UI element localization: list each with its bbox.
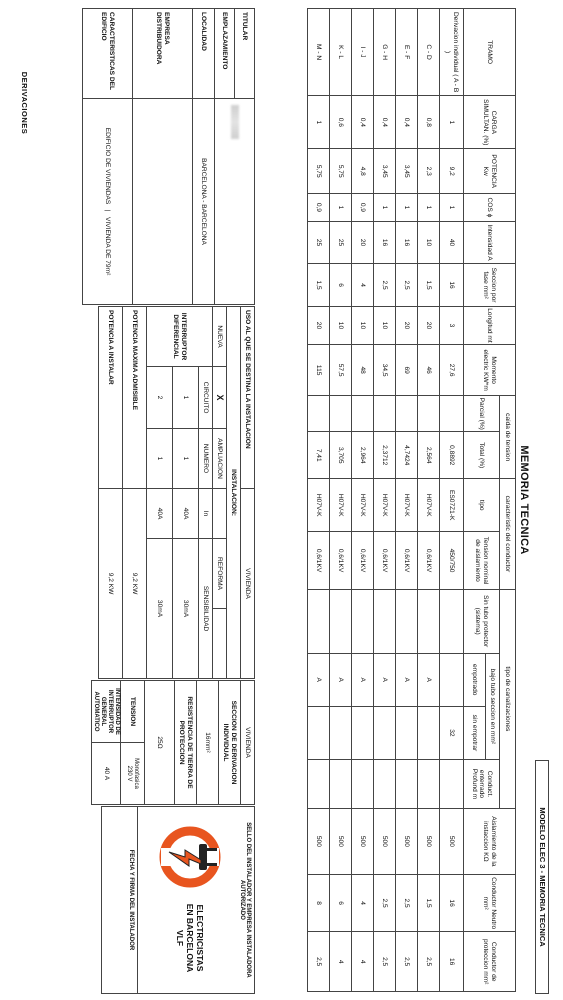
diff-numero: 1 — [173, 429, 199, 489]
table-row — [418, 9, 440, 992]
cell-seccion: 2,5 — [396, 264, 418, 307]
cell-proteccion: 16 — [440, 932, 464, 992]
cell-total: 2,3712 — [374, 432, 396, 479]
cell-sin-empotrar — [352, 706, 374, 759]
table-row — [352, 9, 374, 992]
cell-enterrado — [374, 759, 396, 808]
cell-total: 4,7424 — [396, 432, 418, 479]
cell-tension: 0,6/1KV — [330, 532, 352, 589]
hdr-carga: CARGA SIMULTAN. (%) — [464, 96, 516, 149]
cell-potencia: 9,2 — [440, 149, 464, 194]
interruptor-dif-label: INTERRUPTOR DIFERENCIAL — [147, 307, 213, 367]
hdr-momento: Momento electric KW*m — [464, 345, 516, 396]
diff-in: 40A — [147, 489, 173, 539]
cell-tramo: Derivacion individual ( A - B ) — [440, 9, 464, 96]
nueva-label: NUEVA — [213, 307, 227, 367]
cell-empotrado: A — [396, 653, 418, 706]
cell-tipo: H07V-K — [308, 479, 330, 532]
cell-intensidad: 20 — [352, 221, 374, 264]
resistencia-value: 25Ω — [145, 681, 175, 805]
memoria-title: MEMORIA TECNICA — [518, 445, 530, 555]
uso-label: USO AL QUE SE DESTINA LA INSTALACION — [241, 307, 255, 489]
cell-aislamiento: 500 — [330, 808, 352, 874]
cell-cos: 1 — [330, 194, 352, 222]
cell-neutro: 16 — [440, 874, 464, 931]
cell-cos: 1 — [418, 194, 440, 222]
cell-longitud: 3 — [440, 306, 464, 344]
cell-enterrado — [440, 759, 464, 808]
hdr-aislamiento: Aislamiento de la instaccion KΩ — [464, 808, 516, 874]
nueva-mark: X — [213, 367, 227, 429]
cell-tipo: H07V-K — [352, 479, 374, 532]
company-name: ELECTRICISTAS EN BARCELONA VLF — [174, 903, 206, 973]
cell-intensidad: 40 — [440, 221, 464, 264]
cell-longitud: 10 — [330, 306, 352, 344]
in-hdr: In — [199, 489, 213, 539]
cell-carga: 0,8 — [418, 96, 440, 149]
cell-tension: 0,6/1KV — [308, 532, 330, 589]
cell-momento: 34,5 — [374, 345, 396, 396]
diff-circuito: 2 — [147, 367, 173, 429]
empresa-label — [133, 9, 193, 99]
localidad-label: LOCALIDAD — [193, 9, 215, 99]
cell-total: 3,705 — [330, 432, 352, 479]
company-logo-icon — [155, 822, 225, 892]
hdr-seccion: Seccion por fase mm² — [464, 264, 516, 307]
cell-tramo: K - L — [330, 9, 352, 96]
cell-seccion: 1,5 — [308, 264, 330, 307]
diff-circuito: 1 — [173, 367, 199, 429]
diff-sens: 30mA — [147, 539, 173, 679]
cell-enterrado — [330, 759, 352, 808]
potencia-inst-value: 9,2 KW — [99, 489, 123, 679]
cell-sin-tubo — [396, 589, 418, 653]
hdr-potencia: POTENCIA Kw — [464, 149, 516, 194]
hdr-bajo-tubo: bajo tubo seccion en mm² — [486, 653, 500, 759]
edificio-value: EDIFICIO DE VIVIENDAS — [104, 127, 112, 205]
cell-tipo: H07V-K — [418, 479, 440, 532]
circuito-hdr: CIRCUITO — [199, 367, 213, 429]
cell-proteccion: 2,5 — [418, 932, 440, 992]
potencia-max-label: POTENCIA MAXIMA ADMISIBLE — [123, 307, 147, 489]
hdr-proteccion: Conductor de proteccion mm² — [464, 932, 516, 992]
caracteristicas-value: EDIFICIO DE VIVIENDAS | VIVIENDA DE 79m² — [83, 99, 133, 305]
cell-empotrado: A — [374, 653, 396, 706]
hdr-empotrado: empotrado — [464, 653, 486, 706]
cell-seccion: 2,5 — [374, 264, 396, 307]
iga-value: 40 A — [92, 743, 121, 805]
cell-aislamiento: 500 — [418, 808, 440, 874]
cell-sin-empotrar — [308, 706, 330, 759]
cell-neutro: 1,5 — [418, 874, 440, 931]
cell-proteccion: 2,5 — [396, 932, 418, 992]
numero-hdr: NUMERO — [199, 429, 213, 489]
hdr-sin-empotrar: sin empotrar — [464, 706, 486, 759]
cell-enterrado — [308, 759, 330, 808]
cell-potencia: 4,8 — [352, 149, 374, 194]
uso-value: VIVIENDA — [241, 489, 255, 679]
cell-momento: 27,6 — [440, 345, 464, 396]
seccion-deriv-label: SECCION DE DERIVACION INDIVIDUAL — [219, 681, 241, 805]
cell-seccion: 1,5 — [418, 264, 440, 307]
cell-potencia: 3,45 — [374, 149, 396, 194]
hdr-enterrado: Conduct. enterrado Profund m — [464, 759, 500, 808]
table-row — [330, 9, 352, 992]
cell-parcial — [418, 396, 440, 432]
cell-empotrado: A — [308, 653, 330, 706]
cell-cos: 1 — [396, 194, 418, 222]
cell-aislamiento: 500 — [374, 808, 396, 874]
hdr-total: Total (%) — [464, 432, 500, 479]
cell-enterrado — [396, 759, 418, 808]
cell-enterrado — [418, 759, 440, 808]
cell-carga: 1 — [308, 96, 330, 149]
cell-aislamiento: 500 — [396, 808, 418, 874]
cell-aislamiento: 500 — [352, 808, 374, 874]
tension-label: TENSION — [121, 681, 145, 743]
cell-carga: 0,6 — [330, 96, 352, 149]
cell-parcial — [374, 396, 396, 432]
tension-value — [121, 743, 145, 805]
cell-tramo: M - N — [308, 9, 330, 96]
titular-label: TITULAR — [235, 9, 255, 99]
diff-sens: 30mA — [173, 539, 199, 679]
diff-in: 40A — [173, 489, 199, 539]
tech-summary-table — [91, 680, 255, 805]
hdr-longitud: Longitud mt — [464, 306, 516, 344]
model-title: MODELO ELEC 3 - MEMORIA TECNICA — [535, 760, 549, 994]
cell-tension: 450/750 — [440, 532, 464, 589]
cell-momento: 48 — [352, 345, 374, 396]
cell-parcial — [308, 396, 330, 432]
cell-intensidad: 10 — [418, 221, 440, 264]
cell-intensidad: 16 — [374, 221, 396, 264]
titular-value — [215, 99, 255, 305]
sensibilidad-hdr: SENSIBILIDAD — [199, 539, 213, 679]
redacted-name — [231, 105, 239, 139]
cell-carga: 0,4 — [352, 96, 374, 149]
ampliacion-box — [213, 489, 227, 539]
cell-cos: 1 — [374, 194, 396, 222]
cell-tramo: G - H — [374, 9, 396, 96]
cell-tipo: H07V-K — [374, 479, 396, 532]
derivaciones-label: DERIVACIONES — [20, 71, 29, 135]
cell-neutro: 6 — [330, 874, 352, 931]
seccion-deriv-value: 16mm² — [197, 681, 219, 805]
cell-sin-empotrar — [396, 706, 418, 759]
empresa-value — [133, 99, 193, 305]
cell-carga: 1 — [440, 96, 464, 149]
cell-tipo: ES07Z1-K — [440, 479, 464, 532]
cell-total: 7,41 — [308, 432, 330, 479]
cell-sin-tubo — [308, 589, 330, 653]
cell-total: 2,964 — [352, 432, 374, 479]
cell-sin-tubo — [330, 589, 352, 653]
vivienda-value: VIVIENDA DE 79m² — [104, 217, 112, 276]
sello-box — [101, 806, 255, 994]
caracteristicas-label: CARACTERISTICAS DEL EDIFICIO — [83, 9, 133, 99]
hdr-neutro: Conductor Neutro mm² — [464, 874, 516, 931]
cell-neutro: 2,5 — [396, 874, 418, 931]
cell-aislamiento: 500 — [440, 808, 464, 874]
cell-momento: 46 — [418, 345, 440, 396]
cell-cos: 1 — [440, 194, 464, 222]
cell-intensidad: 25 — [330, 221, 352, 264]
resistencia-label: RESISTENCIA DE TIERRA DE PROTECCION — [175, 681, 197, 805]
cell-momento: 115 — [308, 345, 330, 396]
instalacion-table — [98, 306, 255, 679]
cell-parcial — [330, 396, 352, 432]
cell-proteccion: 4 — [330, 932, 352, 992]
cell-neutro: 2,5 — [374, 874, 396, 931]
cell-carga: 0,4 — [396, 96, 418, 149]
cell-sin-tubo — [352, 589, 374, 653]
cell-longitud: 10 — [374, 306, 396, 344]
potencia-inst-label: POTENCIA A INSTALAR — [99, 307, 123, 489]
hdr-canalizaciones: tipo de canalizaciones — [500, 589, 516, 808]
distribuidora-text: DISTRIBUIDORA — [155, 12, 163, 65]
cell-sin-tubo — [440, 589, 464, 653]
hdr-tramo: TRAMO — [464, 9, 516, 96]
cell-proteccion: 2,5 — [308, 932, 330, 992]
cell-sin-empotrar — [374, 706, 396, 759]
hdr-tipo: tipo — [464, 479, 500, 532]
cell-empotrado: A — [330, 653, 352, 706]
cell-sin-tubo — [374, 589, 396, 653]
diff-numero: 1 — [147, 429, 173, 489]
cell-longitud: 20 — [418, 306, 440, 344]
cell-parcial — [396, 396, 418, 432]
cell-parcial — [440, 396, 464, 432]
cell-tramo: E - F — [396, 9, 418, 96]
reforma-label: REFORMA — [213, 539, 227, 609]
fecha-label: FECHA Y FIRMA DEL INSTALADOR — [128, 807, 138, 993]
company-block — [155, 807, 225, 993]
cell-tension: 0,6/1KV — [396, 532, 418, 589]
cell-cos: 0,9 — [308, 194, 330, 222]
cell-total: 2,564 — [418, 432, 440, 479]
hdr-intensidad: Intensidad A — [464, 221, 516, 264]
hdr-parcial: Parcial (%) — [464, 396, 500, 432]
cell-momento: 57,5 — [330, 345, 352, 396]
cell-tension: 0,6/1KV — [352, 532, 374, 589]
cell-enterrado — [352, 759, 374, 808]
cell-proteccion: 2,5 — [374, 932, 396, 992]
vivienda-cell: VIVIENDA — [241, 681, 255, 805]
cell-momento: 69 — [396, 345, 418, 396]
hdr-sin-tubo: Sin tubo protector (sistema) — [464, 589, 500, 653]
cell-empotrado — [440, 653, 464, 706]
emplazamiento-label: EMPLAZAMIENTO — [215, 9, 235, 99]
cell-sin-empotrar: 32 — [440, 706, 464, 759]
table-row — [396, 9, 418, 992]
hdr-cos: COS ϕ — [464, 194, 516, 222]
cell-neutro: 8 — [308, 874, 330, 931]
cell-longitud: 10 — [352, 306, 374, 344]
cell-tramo: I - J — [352, 9, 374, 96]
hdr-tension: Tension nominal de aislamiento — [464, 532, 500, 589]
hdr-caida: caida de tension — [500, 396, 516, 479]
cell-seccion: 4 — [352, 264, 374, 307]
table-row — [308, 9, 330, 992]
cell-parcial — [352, 396, 374, 432]
cell-seccion: 16 — [440, 264, 464, 307]
cell-tramo: C - D — [418, 9, 440, 96]
cell-tension: 0,6/1KV — [418, 532, 440, 589]
cell-carga: 0,4 — [374, 96, 396, 149]
cell-potencia: 5,75 — [330, 149, 352, 194]
iga-label: INTENSIDAD DE INTERRUPTOR GENERAL AUTOMATICO — [92, 681, 121, 743]
localidad-value: BARCELONA - BARCELONA — [193, 99, 215, 305]
cell-tension: 0,6/1KV — [374, 532, 396, 589]
cell-tipo: H07V-K — [396, 479, 418, 532]
hdr-caract: caracteristic del conductor — [500, 479, 516, 590]
cell-empotrado: A — [418, 653, 440, 706]
cell-aislamiento: 500 — [308, 808, 330, 874]
ampliacion-label: AMPLIACION — [213, 429, 227, 489]
cell-longitud: 20 — [308, 306, 330, 344]
memoria-table — [307, 8, 516, 992]
empresa-text: EMPRESA — [163, 12, 171, 45]
cell-cos: 0,9 — [352, 194, 374, 222]
cell-potencia: 2,3 — [418, 149, 440, 194]
cell-tipo: H07V-K — [330, 479, 352, 532]
cell-neutro: 4 — [352, 874, 374, 931]
titular-table — [82, 8, 255, 305]
cell-sin-empotrar — [418, 706, 440, 759]
table-row — [374, 9, 396, 992]
cell-longitud: 20 — [396, 306, 418, 344]
tension-volts: 230 V — [126, 765, 133, 782]
cell-seccion: 6 — [330, 264, 352, 307]
tension-type: Monofasica — [133, 758, 140, 789]
cell-proteccion: 4 — [352, 932, 374, 992]
cell-intensidad: 16 — [396, 221, 418, 264]
instalacion-label: INSTALACION: — [227, 307, 241, 679]
cell-sin-empotrar — [330, 706, 352, 759]
table-row — [440, 9, 464, 992]
cell-sin-tubo — [418, 589, 440, 653]
potencia-max-value: 9,2 KW — [123, 489, 147, 679]
sello-label: SELLO DEL INSTALADOR Y EMPRESA INSTALADORA AUTORIZADO — [239, 822, 251, 978]
cell-empotrado: A — [352, 653, 374, 706]
cell-potencia: 3,45 — [396, 149, 418, 194]
reforma-box — [213, 609, 227, 679]
cell-total: 0,8892 — [440, 432, 464, 479]
cell-potencia: 5,75 — [308, 149, 330, 194]
cell-intensidad: 25 — [308, 221, 330, 264]
